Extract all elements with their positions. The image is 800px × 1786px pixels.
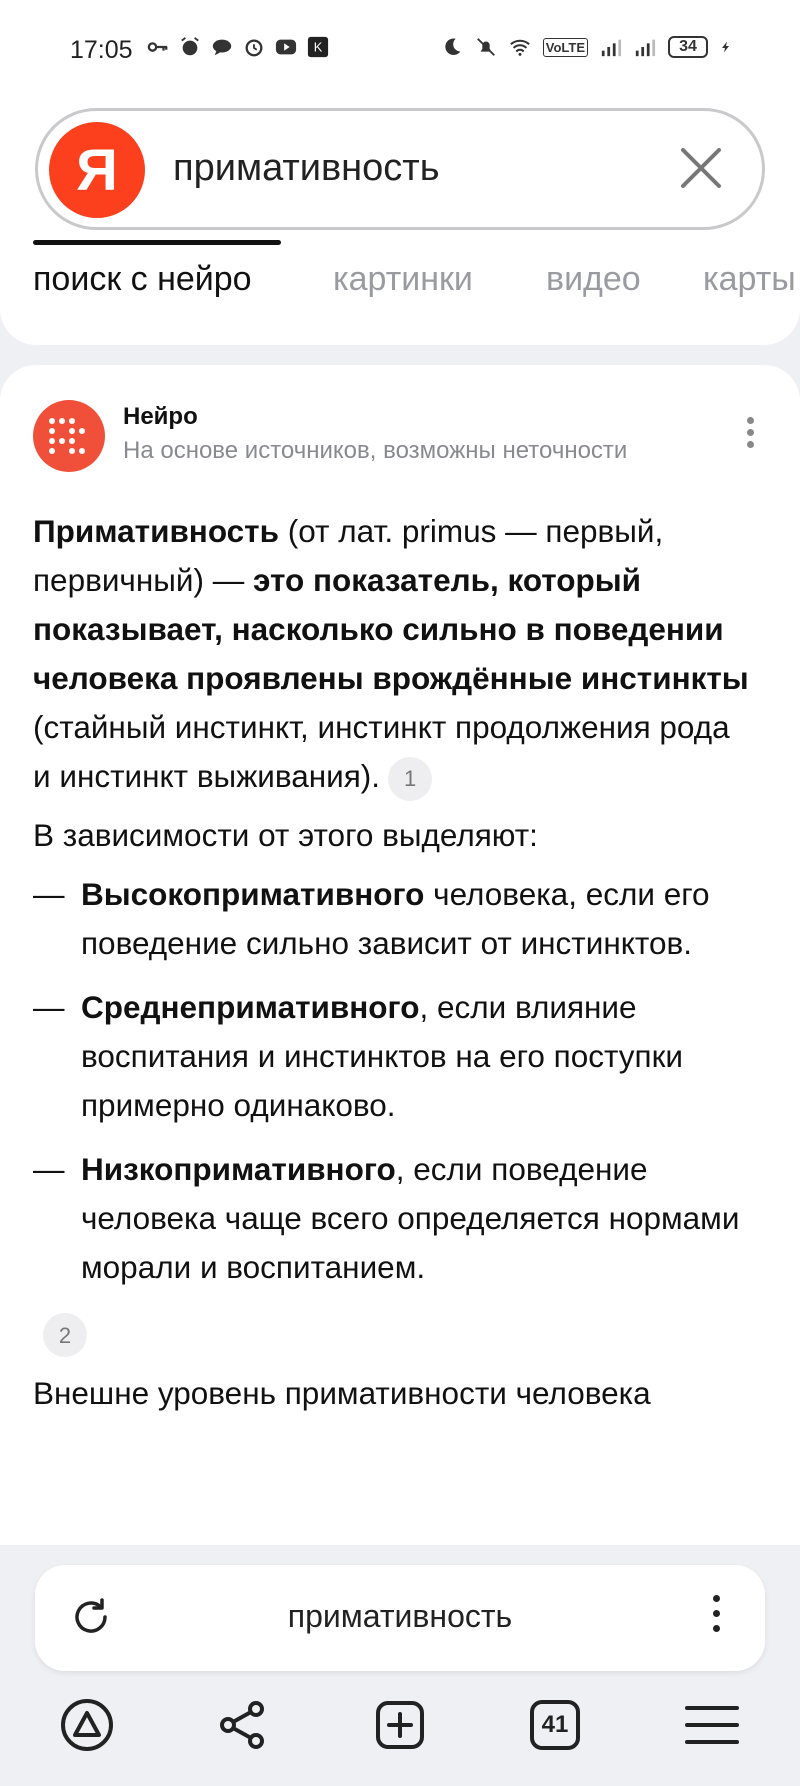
status-bar bbox=[0, 0, 800, 100]
alarm-icon bbox=[179, 36, 201, 58]
term: Примативность bbox=[33, 513, 279, 549]
source-ref-2[interactable]: 2 bbox=[43, 1313, 87, 1357]
intro-paragraph: В зависимости от этого выделяют: bbox=[33, 817, 538, 853]
more-options-icon[interactable] bbox=[745, 417, 755, 457]
browser-bottom-bar bbox=[0, 1545, 800, 1786]
list-item: — Высокопримативного человека, если его поведение сильно зависит от инстинктов. bbox=[33, 876, 710, 961]
alice-icon bbox=[59, 1697, 115, 1753]
svg-text:K: K bbox=[313, 39, 323, 55]
definition-paragraph: Примативность (от лат. primus — первый, первичный) — это показатель, который показывает, насколько сильно в поведении человека проявлены врождённые инстинкты (стайный инстинкт, инстинкт продолжения рода и инстинкт выживания). 1 bbox=[33, 507, 753, 801]
key-icon bbox=[147, 36, 169, 58]
search-header bbox=[0, 100, 800, 345]
address-menu-icon[interactable] bbox=[711, 1595, 721, 1640]
neuro-disclaimer: На основе источников, возможны неточности bbox=[123, 437, 628, 464]
battery-icon: 34 bbox=[668, 36, 708, 58]
alice-button[interactable] bbox=[57, 1695, 117, 1755]
wifi-icon bbox=[509, 36, 531, 58]
hamburger-menu-icon bbox=[684, 1703, 740, 1747]
tab-images[interactable]: картинки bbox=[333, 260, 473, 298]
source-ref-1[interactable]: 1 bbox=[388, 757, 432, 801]
bottom-navigation bbox=[0, 1695, 800, 1786]
search-input[interactable]: примативность bbox=[173, 147, 440, 189]
tab-video[interactable]: видео bbox=[546, 260, 641, 298]
address-bar[interactable] bbox=[35, 1565, 765, 1671]
system-icons bbox=[441, 36, 732, 58]
k-app-icon bbox=[307, 36, 329, 58]
share-icon bbox=[216, 1699, 268, 1751]
list-item: — Низкопримативного, если поведение человека чаще всего определяется нормами морали и воспитанием. bbox=[33, 1151, 740, 1285]
chat-icon bbox=[211, 36, 233, 58]
yandex-logo[interactable]: Я bbox=[49, 122, 145, 218]
charging-icon bbox=[720, 36, 732, 58]
moon-icon bbox=[441, 36, 463, 58]
neuro-title: Нейро bbox=[123, 403, 198, 430]
status-time: 17:05 bbox=[70, 36, 133, 64]
signal-icon bbox=[634, 36, 656, 58]
address-text[interactable]: примативность bbox=[287, 1598, 513, 1634]
alarm-clock-icon bbox=[243, 36, 265, 58]
continuation-paragraph: Внешне уровень примативности человека bbox=[33, 1375, 651, 1411]
answer-text bbox=[33, 507, 753, 1428]
list-item: — Среднепримативного, если влияние воспитания и инстинктов на его поступки примерно одинаково. bbox=[33, 989, 683, 1123]
active-tab-indicator bbox=[33, 240, 281, 245]
signal-icon bbox=[600, 36, 622, 58]
new-tab-button[interactable] bbox=[370, 1695, 430, 1755]
main-menu-button[interactable] bbox=[682, 1695, 742, 1755]
neuro-logo-icon bbox=[33, 400, 105, 472]
youtube-icon bbox=[275, 36, 297, 58]
volte-icon: VoLTE bbox=[543, 38, 588, 57]
share-button[interactable] bbox=[212, 1695, 272, 1755]
tabs-button[interactable] bbox=[525, 1695, 585, 1755]
notification-icons bbox=[147, 36, 329, 58]
tabs-count-icon: 41 bbox=[530, 1700, 580, 1750]
tab-maps[interactable]: карты bbox=[703, 260, 796, 298]
mute-icon bbox=[475, 36, 497, 58]
add-tab-icon bbox=[374, 1699, 426, 1751]
tab-neuro-search[interactable]: поиск с нейро bbox=[33, 260, 252, 298]
search-box[interactable] bbox=[35, 108, 765, 230]
neuro-answer-card bbox=[0, 365, 800, 1545]
search-tabs bbox=[0, 260, 800, 345]
clear-search-button[interactable] bbox=[678, 145, 724, 191]
